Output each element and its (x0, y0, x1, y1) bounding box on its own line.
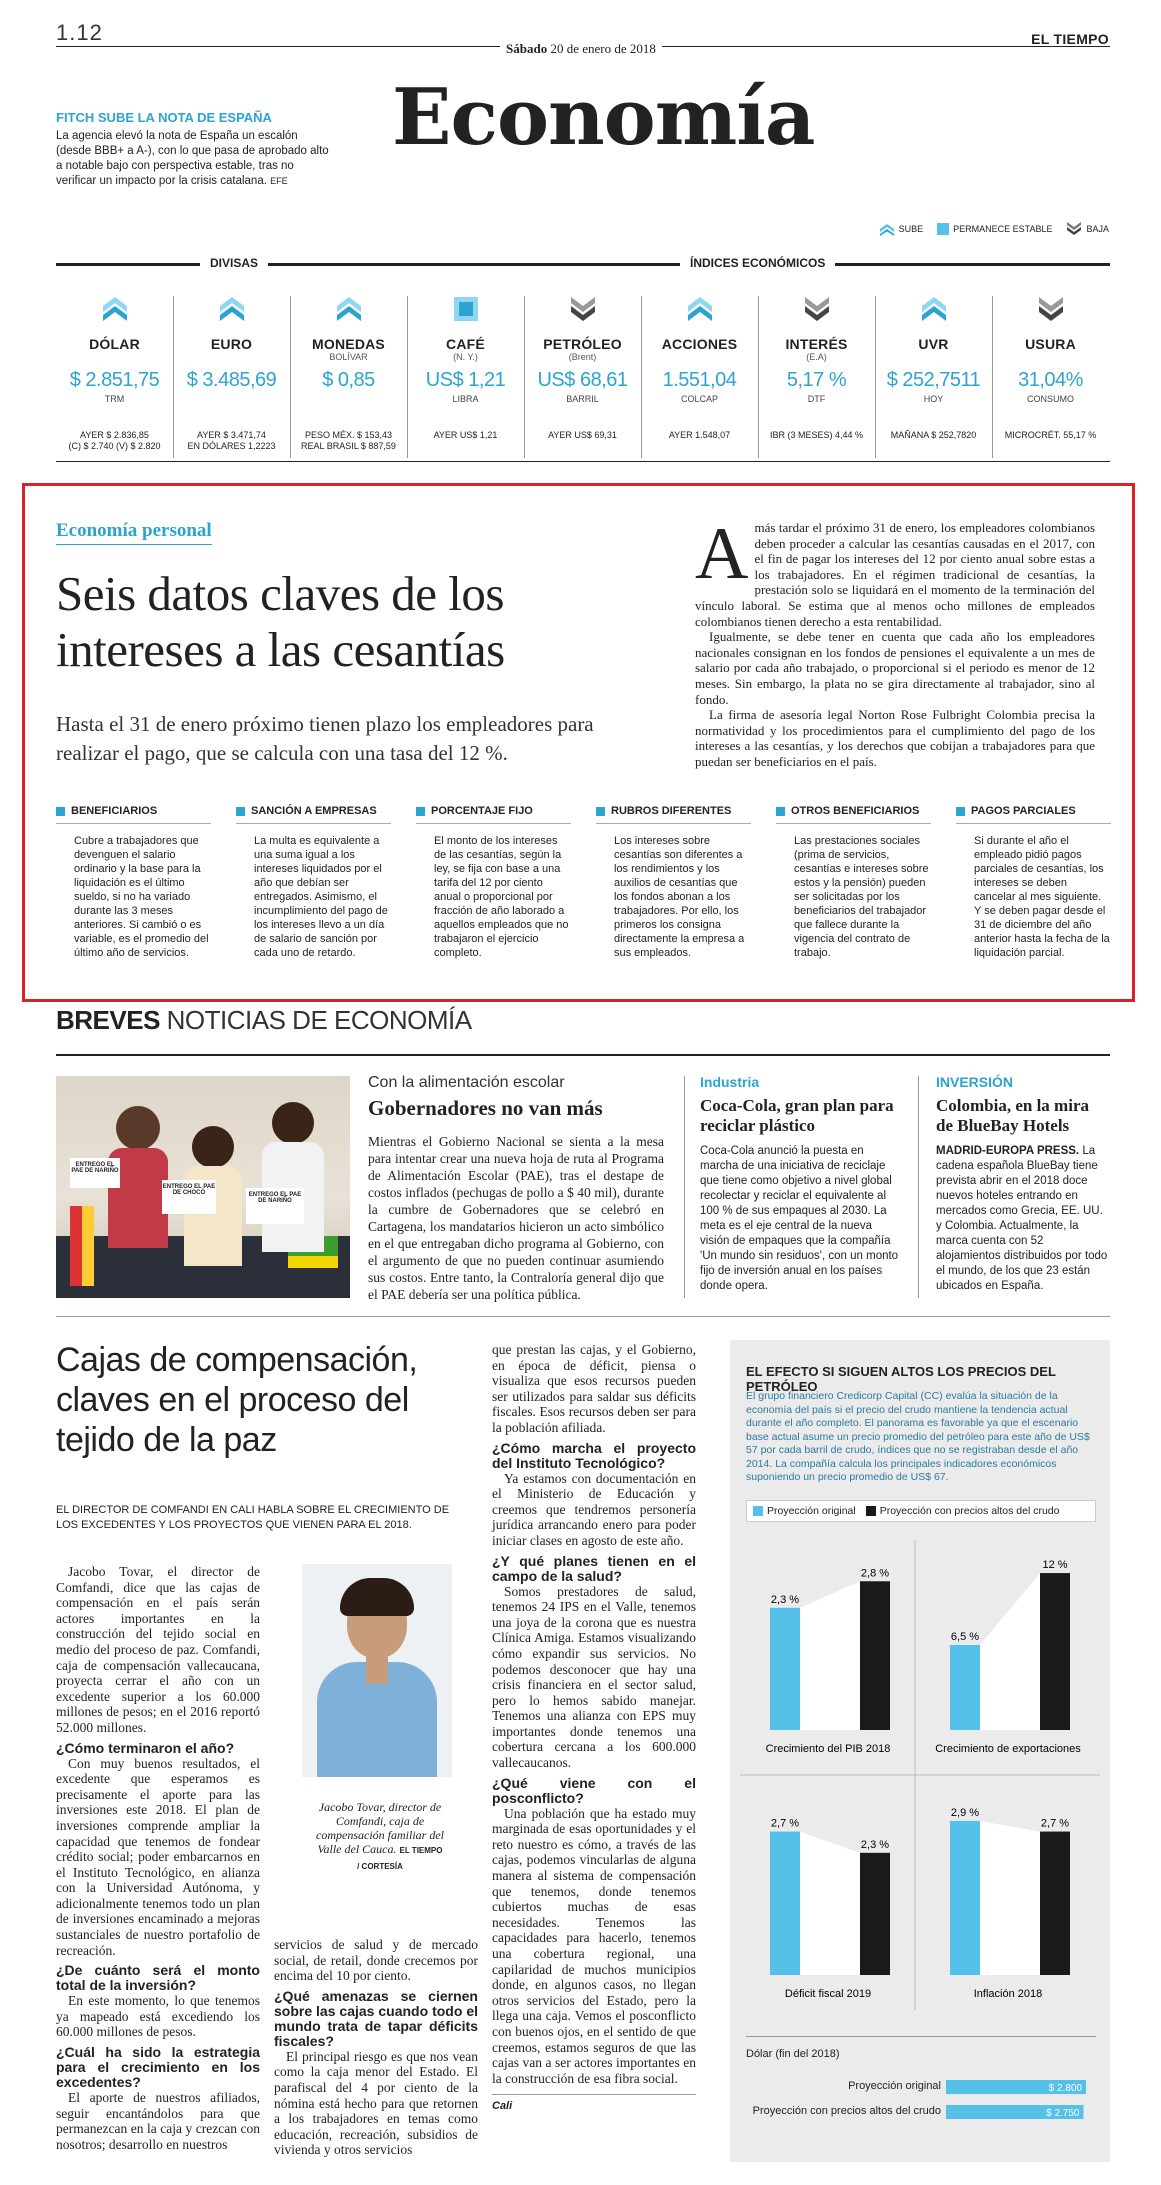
category-text: Cubre a trabajadores que devenguen el salario ordinario y la base para la liquidación es el último sueldo, si no ha variado durante las 3 meses anteriores. Si cambió o es variable, es el promedio del último año de servicios. (74, 835, 209, 959)
bar-high-oil (860, 1853, 890, 1975)
trend-up-icon (100, 294, 130, 324)
trend-icon-acciones (685, 294, 715, 329)
bar-high-oil (1040, 1573, 1070, 1730)
trend-icon-interés (802, 294, 832, 329)
gov-brief (368, 1074, 664, 1303)
tovar-photo (302, 1564, 452, 1777)
indicator-sub (173, 352, 290, 363)
bar-high-oil (1040, 1832, 1070, 1975)
dolar-hbars (946, 2078, 1096, 2120)
bar-original (950, 1645, 980, 1730)
oil-text: El grupo financiero Credicorp Capital (CC) evalúa la situación de la economía del país si el precio del crudo mantiene la tendencia actual durante el año completo. El panorama es favorable ya que el escenario base actual asume un precio promedio del petróleo para este año de US$ 57 por cada barril de crudo, índices que no se registraban desde el año 2014. La compañía calcula los principales indicadores económicos suponiendo un precio promedio de US$ 67. (746, 1390, 1090, 1483)
bluebay-text: MADRID-EUROPA PRESS. La cadena española BlueBay tiene prevista abrir en el 2018 doce nuevos hoteles entrando en mercados como Grecia, EE. UU. y Colombia. Actualmente, la marca cuenta con 52 alojamientos distribuidos por todo el mundo, de los que 23 están ubicados en España. (936, 1145, 1108, 1292)
trend-icon-petróleo (568, 294, 598, 329)
category-2 (236, 805, 391, 960)
category-6 (956, 805, 1111, 960)
bar-label-high-oil: 2,8 % (860, 1567, 890, 1580)
cajas-col-2: servicios de salud y de mercado social, de retail, donde crecemos por encima del 10 por ciento. ¿Qué amenazas se ciernen sobre las cajas cuando todo el mundo trata de tapar déficits fiscales? El principal riesgo es que nos vean como la caja menor del Estado. El parafiscal del 4 por ciento de la nómina está hecho para que retornen a los trabajadores en temas como educación, recreación, subsidios de vivienda y otros servicios (274, 1937, 478, 2158)
indices-label: ÍNDICES ECONÓMICOS (680, 256, 835, 270)
chart-category-label: Inflación 2018 (973, 1988, 1043, 2000)
cajas-signature: Cali (492, 2094, 696, 2115)
indicator-sub: (E.A) (806, 352, 827, 362)
indicator-name: ACCIONES (661, 336, 738, 352)
page-number: 1.12 (56, 20, 103, 45)
bar-label-original: 2,3 % (770, 1593, 800, 1606)
legend-down: BAJA (1066, 222, 1109, 236)
chart-category-label: Crecimiento del PIB 2018 (765, 1743, 891, 1755)
trend-down-icon (802, 294, 832, 324)
indicator-unit: COLCAP (680, 394, 718, 404)
bar-label-original: 2,9 % (950, 1806, 980, 1819)
indicator-value: $ 0,85 (322, 369, 375, 391)
breves-label: BREVES NOTICIAS DE ECONOMÍA (56, 1005, 472, 1035)
bar-high-oil (860, 1581, 890, 1730)
bar-label-original: 2,7 % (770, 1817, 800, 1830)
dolar-original-label: Proyección original (848, 2080, 941, 2092)
category-text: El monto de los intereses de las cesantías, según la ley, se fija con base a una tarifa del 12 por ciento anual o proporcional por fracción de año laborado a aquellos empleados que no trabajaron el ejercicio completo. (434, 835, 569, 959)
feature-kicker: Economía personal (56, 520, 212, 545)
category-1 (56, 805, 211, 960)
bar-label-high-oil: 2,3 % (860, 1838, 890, 1851)
trend-icon-uvr (919, 294, 949, 329)
sube-icon (879, 222, 895, 236)
indicator-interés (758, 336, 875, 404)
oil-legend (746, 1500, 1096, 1522)
indicator-footnote: AYER $ 3.471,74 EN DÓLARES 1,2223 (187, 430, 276, 451)
indicator-sub: (Brent) (568, 352, 597, 362)
indicator-footnote: PESO MÉX. $ 153,43 REAL BRASIL $ 887,59 (301, 430, 396, 451)
legend-up: SUBE (879, 222, 924, 236)
feature-title: Seis datos claves de los intereses a las cesantías (56, 566, 505, 677)
indicator-uvr (875, 336, 992, 404)
category-3 (416, 805, 571, 960)
cajas-title: Cajas de compensación, claves en el proceso del tejido de la paz (56, 1341, 418, 1459)
bluebay-brief (936, 1074, 1108, 1294)
oil-title: EL EFECTO SI SIGUEN ALTOS LOS PRECIOS DEL PETRÓLEO (746, 1364, 1056, 1394)
indicator-petróleo (524, 336, 641, 404)
dolar-label: Dólar (fin del 2018) (746, 2048, 840, 2060)
bullet-square-icon (776, 807, 785, 816)
category-heading: SANCIÓN A EMPRESAS (236, 805, 391, 824)
indicator-sub: (N. Y.) (453, 352, 478, 362)
indicator-euro (173, 336, 290, 394)
cajas-col-3: que prestan las cajas, y el Gobierno, en época de déficit, piensa o visualiza que esos recursos pueden ser utilizados para saldar sus déficits fiscales. Esos recursos deben ser para la población afiliada. ¿Cómo marcha el proyecto del Instituto Tecnológico? Ya estamos con documentación en el Ministerio de Educación y creemos que tendremos personería jurídica arrancando enero para poder iniciar clases en agosto de este año. ¿Y qué planes tienen en el campo de la salud? Somos prestadores de salud, tenemos 24 IPS en el Valle, tenemos una joya de la corona que es nuestra Clínica Amiga. Estamos visualizando cómo expandir sus servicios. No podemos desconocer que hay una crisis financiera en el sector salud, pero lo hemos sabido manejar. Tenemos una alianza con EPS muy importantes donde tenemos una cobertura cercana a los 600.000 vallecaucanos. ¿Qué viene con el posconflicto? Una población que ha estado muy marginada de esas oportunidades y el reto nuestro es cómo, a través de las cajas, podemos vincularlas de alguna manera al sistema de compensación que tenemos, donde tenemos cubiertos muchas de esas necesidades. Tenemos las capacidades para hacerlo, tenemos una cobertura regional, una capilaridad de muchos municipios donde, en algunos casos, no llegan otros servicios del Estado, pero la llega una caja. Vemos el posconflicto con buenos ojos, en el sentido de que creemos, estamos seguros de que las cajas van a ser actores importantes en la construcción de esa fibra social. Cali (492, 1342, 696, 2115)
dolar-bar-label: $ 2.750 (1046, 2108, 1080, 2119)
indicator-name: DÓLAR (89, 336, 140, 352)
trend-icon-dólar (100, 294, 130, 329)
indicator-sub: BOLÍVAR (329, 352, 368, 362)
baja-icon (1066, 222, 1082, 236)
section-title: Economía (392, 72, 815, 163)
feature-body: A más tardar el próximo 31 de enero, los empleadores colombianos deben proceder a calcular las cesantías causadas en el 2017, con el fin de pagar los intereses del 12 por ciento anual sobre estas a los trabajadores. En el régimen tradicional de cesantías, la prestación solo se liquidará en el momento de la terminación del vínculo laboral. Se estima que al menos ocho millones de empleados colombianos tienen derecho a esta rentabilidad. Igualmente, se debe tener en cuenta que cada año los empleadores nacionales consignan en los fondos de pensiones el equivalente a un mes de salario por cada año trabajado, o proporcional si el periodo es menor de 12 meses. Sin embargo, la plata no se gira directamente al trabajador, sino al fondo. La firma de asesoría legal Norton Rose Fulbright Colombia precisa la normatividad y los procedimientos para el cumplimiento del pago de los intereses a las cesantías, y los derechos que cobijan a trabajadores para que puedan ser beneficiarios en el país. (695, 513, 1095, 769)
photo-sign-1: ENTREGO EL PAE DE NARIÑO (70, 1158, 120, 1188)
oil-bar-charts (730, 1530, 1110, 2020)
category-4 (596, 805, 751, 960)
bar-original (770, 1832, 800, 1975)
coca-text: Coca-Cola anunció la puesta en marcha de una iniciativa de reciclaje que tiene como objetivo a nivel global recolectar y reciclar el equivalente al 100 % de sus empaques al 2030. La meta es el eje central de la nueva visión de empaques que la compañía 'Un mundo sin residuos', con un monto fijo de inversión anual en los países donde opera. (700, 1145, 899, 1292)
issue-date: Sábado 20 de enero de 2018 (500, 41, 662, 57)
indicator-name: PETRÓLEO (543, 336, 622, 352)
indicator-name: UVR (918, 336, 949, 352)
indicator-value: $ 3.485,69 (186, 369, 277, 391)
legend-high-oil: Proyección con precios altos del crudo (866, 1505, 1060, 1517)
dolar-bar-label: $ 2.800 (1048, 2083, 1082, 2094)
coca-brief (700, 1074, 900, 1294)
bar-label-original: 6,5 % (950, 1631, 980, 1643)
indicator-value: 5,17 % (786, 369, 847, 391)
trend-icon-monedas (334, 294, 364, 329)
indicator-footnote: AYER US$ 1,21 (433, 430, 498, 440)
bluebay-title: Colombia, en la mira de BlueBay Hotels (936, 1096, 1089, 1135)
bar-original (950, 1821, 980, 1975)
photo-sign-3: ENTREGO EL PAE DE NARIÑO (246, 1188, 304, 1224)
trend-up-icon (685, 294, 715, 324)
fitch-brief (56, 110, 336, 189)
divisas-label: DIVISAS (200, 256, 268, 270)
gov-title: Gobernadores no van más (368, 1096, 603, 1120)
trend-up-icon (334, 294, 364, 324)
indicator-unit: TRM (104, 394, 125, 404)
indicator-name: CAFÉ (446, 336, 485, 352)
indicator-footnote: MICROCRÉT. 55,17 % (1004, 430, 1097, 440)
trend-icon-usura (1036, 294, 1066, 329)
trend-down-icon (568, 294, 598, 324)
indicator-value: 31,04% (1018, 369, 1083, 391)
category-text: Si durante el año el empleado pidió pagos parciales de cesantías, los intereses se deben cancelar al mes siguiente. Y se deben pagar desde el 31 de diciembre del año anterior hasta la fecha de la liquidación parcial. (974, 835, 1110, 959)
bullet-square-icon (596, 807, 605, 816)
bar-label-high-oil: 2,7 % (1040, 1817, 1070, 1830)
trend-up-icon (919, 294, 949, 324)
chart-category-label: Déficit fiscal 2019 (784, 1988, 872, 2000)
indicator-sub (875, 352, 992, 363)
indicator-name: USURA (1025, 336, 1076, 352)
governors-photo (56, 1076, 350, 1298)
indicator-name: INTERÉS (785, 336, 848, 352)
bullet-square-icon (236, 807, 245, 816)
bullet-square-icon (416, 807, 425, 816)
stable-icon (937, 223, 949, 235)
indicator-café (407, 336, 524, 404)
dolar-high-label: Proyección con precios altos del crudo (752, 2105, 941, 2117)
indicator-sub (992, 352, 1109, 363)
indicator-value: $ 2.851,75 (69, 369, 160, 391)
indicator-monedas (290, 336, 407, 394)
indicator-value: 1.551,04 (662, 369, 737, 391)
trend-down-icon (1036, 294, 1066, 324)
gov-text: Mientras el Gobierno Nacional se sienta a la mesa para intentar crear una nueva hoja de ruta al Programa de Alimentación Escolar (PAE), tras el destape de costos inflados (pechugas de pollo a $ 40 mil), durante la cumbre de Gobernadores que se celebró en Cartagena, los mandatarios hicieron un acto simbólico en el que entregaban dicho programa al Gobierno, con el argumento de que no pueden continuar asumiendo sus costos. Entre tanto, la Contraloría general dijo que el PAE debería ser una política pública. (368, 1134, 664, 1302)
category-heading: BENEFICIARIOS (56, 805, 211, 824)
indicator-value: US$ 1,21 (425, 369, 506, 391)
indicator-footnote: AYER $ 2.836,85 (C) $ 2.740 (V) $ 2.820 (68, 430, 161, 451)
bullet-square-icon (56, 807, 65, 816)
legend-stable: PERMANECE ESTABLE (937, 223, 1052, 235)
fitch-title: FITCH SUBE LA NOTA DE ESPAÑA (56, 110, 272, 125)
indicator-unit: BARRIL (566, 394, 599, 404)
photo-sign-2: ENTREGO EL PAE DE CHOCÓ (162, 1180, 216, 1214)
category-heading: OTROS BENEFICIARIOS (776, 805, 931, 824)
trend-up-icon (217, 294, 247, 324)
bullet-square-icon (956, 807, 965, 816)
indicator-unit: HOY (923, 394, 944, 404)
indicator-footnote: AYER US$ 69,31 (548, 430, 617, 440)
indicator-unit: LIBRA (452, 394, 479, 404)
category-5 (776, 805, 931, 960)
dropcap: A (695, 513, 749, 595)
legend-original: Proyección original (753, 1505, 856, 1517)
trend-icon-café (451, 294, 481, 329)
category-text: La multa es equivalente a una suma igual a los intereses liquidados por el año que debían ser entregados. Asimismo, el incumplimiento del pago de los intereses llevo a un día de salario de sanción por cada uno de retardo. (254, 835, 388, 959)
indicator-acciones (641, 336, 758, 404)
coca-kicker: Industria (700, 1074, 760, 1090)
indicator-value: US$ 68,61 (537, 369, 628, 391)
feature-subtitle: Hasta el 31 de enero próximo tienen plazo los empleadores para realizar el pago, que se calcula con una tasa del 12 %. (56, 712, 594, 765)
category-text: Los intereses sobre cesantías son diferentes a los rendimientos y los auxilios de cesantías que los fondos abonan a los trabajadores. Por ello, los primeros los consigna directamente la empresa a sus empleados. (614, 835, 745, 959)
indicator-dólar (56, 336, 173, 404)
cajas-col-1: Jacobo Tovar, el director de Comfandi, dice que las cajas de compensación en el país serán actores importantes en la construcción del tejido social en medio del proceso de paz. Comfandi, caja de compensación vallecaucana, proyecta cerrar el año con un excedente superior a los 60.000 millones de pesos; en el 2016 reportó 52.000 millones. ¿Cómo terminaron el año? Con muy buenos resultados, el excedente que esperamos es precisamente el aporte para las inversiones este 2018. El plan de inversiones comprende ampliar la capacidad que tenemos de fondear crédito social; poder embarcarnos en el Instituto Tecnológico, en alianza con la Universidad Autónoma, y adicionalmente tenemos todo un plan de inversiones encaminado a mejoras sustanciales de nuestro portafolio de recreación. ¿De cuánto será el monto total de la inversión? En este momento, lo que tenemos ya mapeado está excediendo los 60.000 millones de pesos. ¿Cuál ha sido la estrategia para el crecimiento en los excedentes? El aporte de nuestros afiliados, seguir encantándolos para que permanezcan en la caja y crezcan con nosotros; desarrollo en nuestros (56, 1564, 260, 2152)
indicator-sub (641, 352, 758, 363)
indicator-unit: CONSUMO (1027, 394, 1074, 404)
indicator-name: MONEDAS (312, 336, 385, 352)
fitch-text: La agencia elevó la nota de España un escalón (desde BBB+ a A-), con lo que pasa de aprobado alto a notable bajo con perspectiva estable, tras no verificar un impacto por la crisis catalana. EFE (56, 130, 329, 187)
indicator-sub (56, 352, 173, 363)
indicator-unit: DTF (807, 394, 826, 404)
bar-label-high-oil: 12 % (1042, 1559, 1068, 1572)
indicator-usura (992, 336, 1109, 404)
indicator-footnote: MAÑANA $ 252,7820 (890, 430, 977, 440)
trend-stable-icon (451, 294, 481, 324)
trend-icon-euro (217, 294, 247, 329)
indicator-footnote: IBR (3 MESES) 4,44 % (769, 430, 864, 440)
indicator-footnote: AYER 1.548,07 (668, 430, 731, 440)
category-heading: PORCENTAJE FIJO (416, 805, 571, 824)
category-heading: PAGOS PARCIALES (956, 805, 1111, 824)
trend-legend (879, 222, 1109, 236)
category-heading: RUBROS DIFERENTES (596, 805, 751, 824)
indicator-name: EURO (210, 336, 253, 352)
brand-name: EL TIEMPO (1031, 31, 1109, 47)
bluebay-kicker: INVERSIÓN (936, 1074, 1014, 1090)
indicator-value: $ 252,7511 (886, 369, 981, 391)
coca-title: Coca-Cola, gran plan para reciclar plástico (700, 1096, 894, 1135)
chart-category-label: Crecimiento de exportaciones (935, 1743, 1081, 1755)
cajas-deck: EL DIRECTOR DE COMFANDI EN CALI HABLA SOBRE EL CRECIMIENTO DE LOS EXCEDENTES Y LOS PROYECTOS QUE VIENEN PARA EL 2018. (56, 1504, 450, 1531)
category-text: Las prestaciones sociales (prima de servicios, cesantías e intereses sobre estos y la pensión) pueden ser solicitadas por los beneficiarios del trabajador que fallece durante la vigencia del contrato de trabajo. (794, 835, 929, 959)
gov-kicker: Con la alimentación escolar (368, 1074, 565, 1091)
bar-original (770, 1608, 800, 1730)
tovar-caption: Jacobo Tovar, director de Comfandi, caja de compensación familiar del Valle del Cauca. EL TIEMPO / CORTESÍA (316, 1800, 444, 1871)
